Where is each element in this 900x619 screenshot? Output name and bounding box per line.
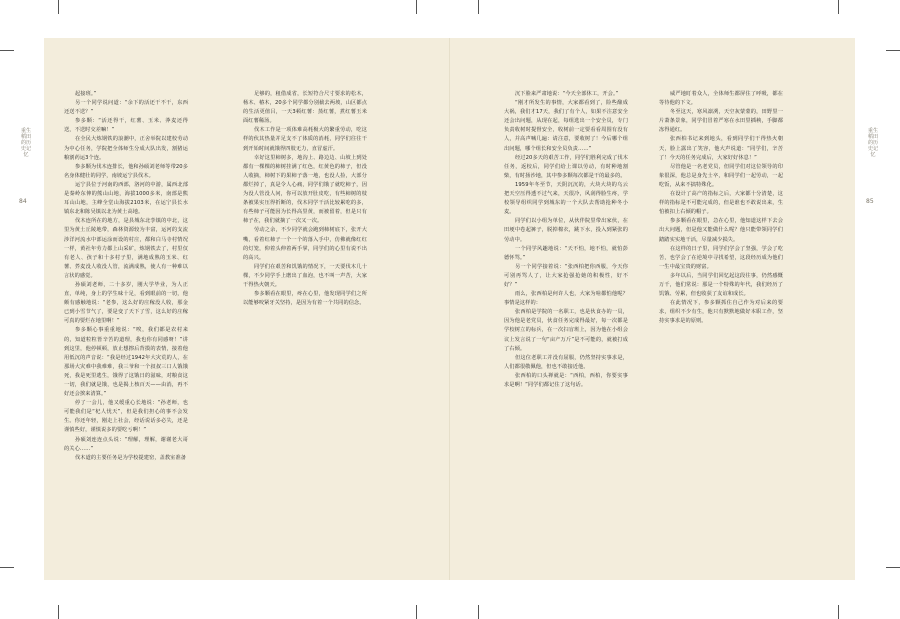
crop-mark: [416, 605, 417, 619]
paragraph: 1959年冬至节，天阴沉沉的，大块大块的乌云把天空压得透不过气来，天很冷，风刮得脸生疼，学校领导组织同学到城东的一个大队去帮助抢种冬小麦。: [504, 181, 628, 216]
paragraph: 在此情况下，参多颗抓住自己作为对后来的要求，组织不少有生，他只有默默地做好本职工作，坚持实事求是的原则。: [659, 300, 783, 325]
paragraph: 参多颗心事重重地说：“唉，我们都是农村来的，知道粒粒皆辛苦的道理，我也你有同感呀！”讲到这里，他停顿顿，放止想擦后背摸的表情，接着他用低沉的声音说：“我是经过1942年大灾荒的人，在那场大灾难中我难难，我三爷和一个叔叔三口人饿饿死，我是死里逃生，饿得了这饿日的滋味，对粮食这一切，我们就是饿，也是揭上核百天——由消，再不好还会挨来清算。”: [64, 327, 188, 398]
paragraph: 劳动之余，不少同学就会跑到柿树底下，张开大嘴，看着红柿子一个一个的落入手中，仿佛就像红红的灯笼，仰着头伸着两手掌，同学们的心里有说不出的高兴。: [243, 227, 367, 261]
paragraph: 雨么，张西柏是何许人也，大家为啥都怕他呢？事情是这样的：: [504, 291, 628, 307]
paragraph: 冬至这天，寒风凛冽，天空灰蒙蒙的，田野里一片萧条景象，同学们冒着严寒在水田里插秧，手脚都冻得通红。: [659, 109, 783, 134]
paragraph: 张西柏的口头禅就是：“西柏，西柏，你要实事求是啊！”同学们都记住了这句话。: [504, 372, 628, 388]
running-head-left: 重生稻田的历史记忆: [21, 128, 32, 158]
crop-mark: [0, 567, 14, 568]
paragraph: 另一个同学接着说：“张西柏把你西服，今天你可别再骂人了，让大家抢强抢她的积极性，好不好？”: [504, 263, 628, 288]
crop-mark: [478, 605, 479, 619]
crop-mark: [838, 0, 839, 14]
paragraph: 参多颗看在眼里，疼在心里，他发现同学们之所以能够咬紧牙关坚持，是因为有着一个共同的信念。: [243, 291, 367, 307]
paragraph: 同学们在艰苦和饥饿的情况下，一天要伐木几十棵，不少同学手上磨出了血泡，也不叫一声苦，大家干得热火朝天。: [243, 263, 367, 288]
paragraph: 多年以后，当同学们回忆起这段往事，仍然感慨万千，他们常说：那是一个特殊的年代，我们经历了饥饿、劳累，但也收获了友谊和成长。: [659, 272, 783, 298]
text-column-4: [659, 90, 783, 566]
paragraph: 同学们以小组为单位，从伙伴院里带出家伙，在田埂中卷起裤子，脱掉棉衣，跳下水，投入到紧张的劳动中。: [504, 218, 628, 243]
paragraph: 另一个同学说问道：“余下的活还干不干，东西还送不送？”: [64, 100, 188, 116]
paragraph: 参多颗为伐木连排长，他和孙硕刘老师等带20多名身体健壮的同学，南坡运宁县伐木。: [64, 163, 188, 179]
text-column-1: [64, 90, 188, 566]
right-page: [450, 38, 855, 580]
paragraph: 威严地盯着众人，全体师生都屏住了呼吸，都在等待他的下文。: [659, 91, 783, 107]
page-number-left: 84: [19, 198, 27, 205]
paragraph: “刚才所发生的事情，大家都看到了，险些酿成大祸，我们才17天，我们了有个人，如果不注意安全还会出问题，从现在起，每组选出一个安全员，专门负责收树时提督安全，收树前一定要看看周围有没有人，并高声喊几遍：请注意，要收树了！今后哪个组出问题，哪个组长和安全员负责……”: [504, 100, 628, 152]
left-page: [44, 38, 449, 580]
paragraph: 在设计了高产的指标之后，大家都十分清楚，这样的指标是不可能完成的，但是谁也不敢说出来，生怕被扣上右倾的帽子。: [659, 191, 783, 216]
paragraph: 孙硕刘连连点头说：“理解，理解，谢谢老大哥的关心……”: [64, 436, 188, 452]
crop-mark: [886, 567, 900, 568]
text-column-3: [504, 90, 628, 566]
paragraph: 沉下脸来严肃地说：“今天全部休工，开会。”: [515, 91, 619, 97]
paragraph: 经过20多天的艰苦工作，同学们胜利完成了伐木任务，返校后，同学们给上课以劳动，有时种地割柴，有时扬沙地，其中参多颗每次都是干的最多的。: [504, 154, 628, 179]
crop-mark: [416, 0, 417, 14]
paragraph: 一个同学风趣地说：“天不怕，地不怕，就怕彭德怀骂。”: [504, 245, 628, 261]
paragraph: 尽管他是一名老党员，但同学们对这位领导的印象很深，他总是身先士卒，和同学们一起劳动，一起吃饭，从来不搞特殊化。: [659, 163, 783, 188]
paragraph: 孙硕刘老师，二十多岁，刚大学毕业，为人正直，单纯，身上的学生味十足，看到眼前的一切，他颇有感触地说：“老参，这么好的庄稼没人收，那金已到小雪节气了，要是变了天下了雪，这么好的庄稼可真的要烂在地里啊！”: [64, 281, 188, 325]
paragraph: 起接班。”: [75, 91, 97, 97]
paragraph: 幸好这里柿树多，地沟上、路边边、山坡上到处都有一棵棵的柿树挂满了红色，红黄色的柿子，但没人收摘，柿树下的果柿子落一地，也没人捡，大部分都烂掉了，真是令人心痛，同学们饿了就吃柿子，因为没人管没人问，你可以放开肚皮吃，有些柿树的枝条被果实压得折断的，伐木同学干活比较累吃的多，有些柿子可能因为长得高里黄，而被留着，但是只有柿子在，我们就摘了一次又一次。: [243, 154, 367, 225]
crop-mark: [58, 0, 59, 14]
paragraph: 在全民大炼钢铁的浪潮中，正舍举院以建校劳动为中心任务，学院把全体师生分成大队出发，割猪运粮割药运3个连。: [64, 136, 188, 161]
crop-mark: [886, 50, 900, 51]
paragraph: 足够的，租借成省，长短符合尺寸要求的松木，杨木、椿木，20多个同学都分别截去两坡，山区都点的生活更值吕，一天3顿红薯：蒸红薯，煮红薯玉米面红薯稀汤。: [243, 91, 367, 125]
page-number-right: 85: [866, 198, 874, 205]
paragraph: 运宁县位于河南的西部，洛河的中游，属西北部是秦岭东伸的熊山山地，海拔1000多米，南部是熊耳山山地，主峰全堂山海拔2103米，在运宁县长水镇东北和陈吴镇以北为黄土高地。: [64, 181, 188, 216]
paragraph: 参多颗看在眼里，急在心里，他知道这样下去会出大问题，但是他又能做什么呢？他只能带领同学们踏踏实实地干活，尽量减少损失。: [659, 218, 783, 243]
paragraph: 张西柏书记来到地头，看到同学们干得热火朝天，脸上露出了笑容，他大声说道：“同学们，辛苦了！今天的任务完成后，大家好好休息！”: [659, 136, 783, 161]
crop-mark: [58, 605, 59, 619]
paragraph: 伐木道的主要任务是为学校提建窑，盖教室准备: [75, 454, 187, 461]
paragraph: 张西柏是学院的一名职工，也是伙食办的一员，因为他是老党员，伙食任务完成得最好，每一次都是学校树立的标兵，在一次扫盲班上，因为他在小组会议上发言说了一句“亩产万斤”是不可能的，就被打成了右倾。: [504, 309, 628, 352]
text-column-2: [243, 90, 367, 566]
crop-mark: [0, 50, 14, 51]
paragraph: 停了一会儿，他又缓重心长地说：“孙老师，也可能我们是“杞人忧天”，但是我们担心的事不会发生。你还年轻，刚走上社会，经话说话多必失，还是谨慎些好，谨慎说多的要吃亏啊！”: [64, 400, 188, 434]
paragraph: 伐木工作是一项体难高耗极大的繁重劳动，吃这样的伙其热量并足支不了体质的消耗，同学们往往干到开始时间就饿得四肢无力，直冒虚汗。: [243, 127, 367, 152]
paragraph: 参多颗：“活还得干，红薯、玉米、莽麦还得送，不送时交差嘛！”: [64, 118, 188, 134]
paragraph: 伐木连所在的地方，是县城东北孪镇的中北，这里为黄土丘陵地带，森林资源较为丰富，运河的支流涉洋河流水中部运涂而设的村庄，都和白马寺村情况一样，黄社年劳力都上山采矿，炼钢铁去了，村里仅有老人、孩子和十多村子里，满地成熟的玉米、红薯、荞麦没人收没人管，流满成熟，使人有一种难以言状的感觉。: [64, 218, 188, 279]
crop-mark: [838, 605, 839, 619]
crop-mark: [478, 0, 479, 14]
running-head-right: 重生稻田的历史记忆: [868, 128, 879, 158]
paragraph: 在这样的日子里，同学们学会了坚强，学会了吃苦，也学会了在逆境中寻找希望，这段经历成为他们一生中最宝贵的财富。: [659, 245, 783, 270]
paragraph: 但这位老职工并没有屈服，仍然坚持实事求是，人们都很敬佩他，但也不敢接近他。: [504, 354, 628, 370]
